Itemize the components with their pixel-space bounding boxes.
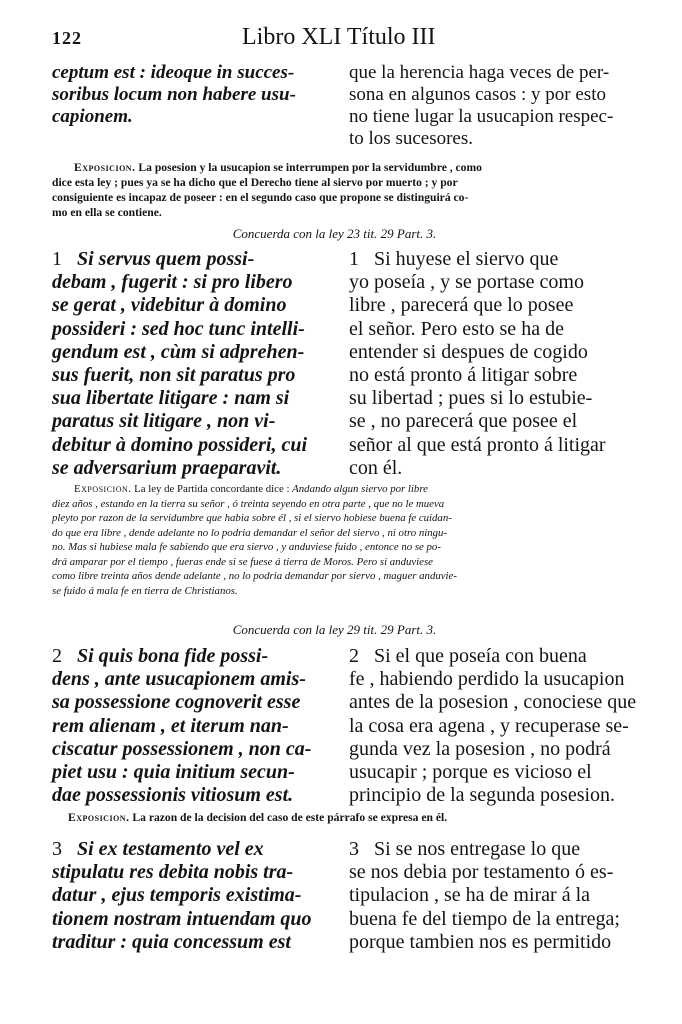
latin-line: sa possessione cognoverit esse (52, 691, 301, 714)
latin-column (52, 62, 327, 150)
note-line: dice esta ley ; pues ya se ha dicho que el Derecho tiene al siervo por muerto ; y por (52, 176, 458, 189)
spanish-column (349, 248, 617, 480)
note-line: no. Mas si hubiese mala fe sabiendo que era siervo , y anduviese fuido , entonce no se po- (52, 541, 441, 553)
latin-line: paratus sit litigare , non vi- (52, 410, 276, 433)
note-line: pleyto por razon de la servidumbre que habia sobre él , si el siervo hobiese buena fe cuidan- (52, 512, 452, 524)
exposicion-note-2 (52, 482, 617, 598)
note-line: do que era libre , dende adelante no lo podria demandar el señor del siervo , ni otro ningu- (52, 526, 448, 539)
note-line: La ley de Partida concordante dice : (134, 483, 290, 495)
spanish-line: no está pronto á litigar sobre (349, 364, 578, 387)
spanish-line: usucapir ; porque es vicioso el (349, 761, 592, 784)
latin-column (52, 248, 327, 480)
latin-line: Si servus quem possi- (77, 248, 255, 270)
exposicion-label: Exposicion. (74, 483, 132, 495)
paragraph-number: 2 (52, 645, 62, 667)
spanish-line: que la herencia haga veces de per- (349, 62, 610, 83)
spanish-line: buena fe del tiempo de la entrega; (349, 907, 620, 930)
spanish-column (349, 645, 637, 807)
latin-line: traditur : quia concessum est (52, 930, 291, 953)
paragraph-number: 3 (52, 838, 62, 860)
paragraph-1-pair (52, 248, 617, 480)
note-line: mo en ella se contiene. (52, 206, 162, 219)
note-line: drá amparar por el tiempo , fueras ende si se fuese á tierra de Moros. Pero si anduviese (52, 555, 433, 568)
spanish-line: to los sucesores. (349, 128, 474, 149)
running-title: Libro XLI Título III (242, 24, 436, 50)
spanish-line: yo poseía , y se portase como (349, 271, 584, 294)
latin-line: rem alienam , et iterum nan- (52, 714, 289, 737)
latin-line: soribus locum non habere usu- (52, 84, 296, 105)
latin-line: gendum est , cùm si adprehen- (52, 340, 305, 363)
spanish-line: principio de la segunda posesion. (349, 784, 616, 807)
note-line: La razon de la decision del caso de este párrafo se expresa en él. (132, 811, 448, 824)
note-line: diez años , estando en la tierra su señor , ó treinta seyendo en otra parte , que no le mueva (52, 497, 445, 510)
note-line: como libre treinta años dende adelante , no lo podria demandar por siervo , maguer anduvie- (52, 570, 457, 582)
paragraph-3-pair (52, 838, 620, 954)
latin-line: ceptum est : ideoque in succes- (52, 62, 295, 83)
spanish-line: con él. (349, 456, 403, 479)
latin-line: se gerat , videbitur à domino (52, 294, 287, 317)
latin-line: sus fuerit, non sit paratus pro (52, 364, 296, 387)
latin-column (52, 838, 327, 954)
spanish-line: entender si despues de cogido (349, 340, 588, 363)
spanish-line: no tiene lugar la usucapion respec- (349, 106, 614, 127)
note-line: se fuido á mala fe en tierra de Christianos. (52, 584, 238, 597)
latin-line: piet usu : quia initium secun- (52, 761, 295, 784)
exposicion-label: Exposicion. (68, 811, 130, 824)
spanish-line: se , no parecerá que posee el (349, 410, 578, 433)
paragraph-number: 1 (52, 248, 62, 270)
spanish-column (349, 62, 617, 150)
spanish-line: Si se nos entregase lo que (374, 838, 581, 860)
exposicion-note-1 (52, 160, 617, 220)
concuerda-reference-2: Concuerda con la ley 29 tit. 29 Part. 3. (232, 622, 437, 637)
latin-line: debitur à domino possideri, cui (52, 433, 308, 456)
latin-line: Si quis bona fide possi- (77, 645, 269, 667)
latin-line: tionem nostram intuendam quo (52, 907, 312, 930)
spanish-line: sona en algunos casos : y por esto (349, 84, 606, 105)
spanish-line: señor al que está pronto á litigar (349, 433, 606, 456)
latin-line: stipulatu res debita nobis tra- (52, 861, 294, 884)
note-line: consiguiente es incapaz de poseer : en el segundo caso que propone se distinguirá co- (52, 191, 469, 204)
spanish-column (349, 838, 620, 954)
latin-column (52, 645, 327, 807)
note-line-italic: Andando algun siervo por libre (292, 483, 428, 495)
spanish-line: porque tambien nos es permitido (349, 930, 612, 953)
latin-line: ciscatur possessionem , non ca- (52, 737, 312, 760)
spanish-line: la cosa era agena , y recuperase se- (349, 714, 629, 737)
latin-line: debam , fugerit : si pro libero (52, 271, 293, 294)
latin-line: sua libertate litigare : nam si (52, 387, 290, 410)
spanish-line: Si el que poseía con buena (374, 645, 587, 667)
exposicion-label: Exposicion. (74, 161, 136, 174)
spanish-line: tipulacion , se ha de mirar á la (349, 884, 591, 907)
latin-line: datur , ejus temporis existima- (52, 884, 302, 907)
spanish-line: Si huyese el siervo que (374, 248, 559, 270)
spanish-line: gunda vez la posesion , no podrá (349, 737, 611, 760)
latin-line: Si ex testamento vel ex (77, 838, 264, 860)
exposicion-note-3 (52, 810, 617, 825)
spanish-line: antes de la posesion , conociese que (349, 691, 637, 714)
spanish-line: se nos debia por testamento ó es- (349, 861, 614, 884)
spanish-line: su libertad ; pues si lo estubie- (349, 387, 593, 410)
spanish-line: el señor. Pero esto se ha de (349, 317, 564, 340)
paragraph-number: 3 (349, 838, 359, 860)
latin-line: se adversarium praeparavit. (52, 456, 282, 479)
paragraph-2-pair (52, 645, 637, 807)
paragraph-number: 2 (349, 645, 359, 667)
concuerda-reference-1: Concuerda con la ley 23 tit. 29 Part. 3. (232, 226, 437, 241)
note-line: La posesion y la usucapion se interrumpen por la servidumbre , como (138, 161, 482, 174)
spanish-line: fe , habiendo perdido la usucapion (349, 668, 625, 691)
page-number: 122 (52, 28, 82, 48)
latin-line: dens , ante usucapionem amis- (52, 668, 306, 691)
latin-line: capionem. (52, 106, 133, 127)
top-paragraph-pair (52, 62, 617, 150)
spanish-line: libre , parecerá que lo posee (349, 294, 574, 317)
paragraph-number: 1 (349, 248, 359, 270)
latin-line: possideri : sed hoc tunc intelli- (52, 317, 305, 340)
latin-line: dae possessionis vitiosum est. (52, 784, 294, 807)
page-header (52, 24, 612, 54)
